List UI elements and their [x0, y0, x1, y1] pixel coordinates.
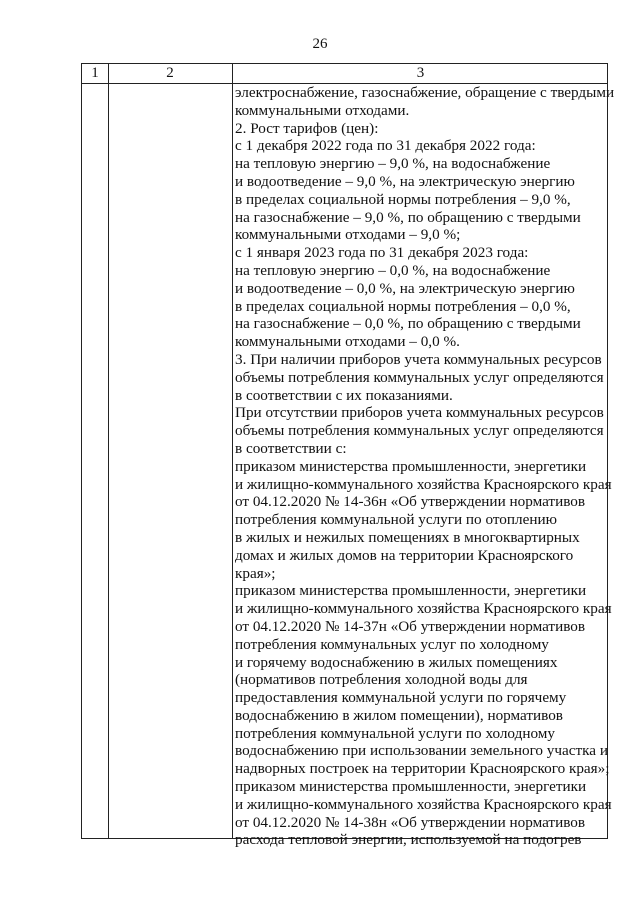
column-header-2: 2 — [166, 65, 174, 81]
text-line: от 04.12.2020 № 14-37н «Об утверждении нормативов — [235, 617, 586, 635]
text-line: электроснабжение, газоснабжение, обращение с твердыми — [235, 84, 615, 101]
page-number: 26 — [312, 36, 328, 52]
text-line: и жилищно-коммунального хозяйства Красноярского края — [235, 600, 612, 618]
text-line: с 1 января 2023 года по 31 декабря 2023 года: — [235, 244, 529, 262]
text-line: приказом министерства промышленности, энергетики — [235, 582, 587, 600]
text-line: на газоснабжение – 0,0 %, по обращению с твердыми — [235, 315, 581, 333]
text-line: домах и жилых домов на территории Красноярского — [235, 546, 574, 564]
text-line: с 1 декабря 2022 года по 31 декабря 2022 года: — [235, 137, 536, 155]
column-divider — [108, 64, 109, 838]
column-header-1: 1 — [91, 65, 99, 81]
text-line: в пределах социальной нормы потребления – 0,0 %, — [235, 297, 571, 315]
text-line: коммунальными отходами. — [235, 101, 410, 119]
text-line: на тепловую энергию – 9,0 %, на водоснабжение — [235, 155, 551, 173]
text-line: приказом министерства промышленности, энергетики — [235, 778, 587, 796]
text-line: коммунальными отходами – 0,0 %. — [235, 333, 460, 351]
text-line: предоставления коммунальной услуги по горячему — [235, 689, 567, 707]
text-line: от 04.12.2020 № 14-36н «Об утверждении нормативов — [235, 493, 586, 511]
text-line: в пределах социальной нормы потребления – 9,0 %, — [235, 190, 571, 208]
text-line: объемы потребления коммунальных услуг определяются — [235, 422, 604, 440]
text-line: и водоотведение – 9,0 %, на электрическую энергию — [235, 172, 575, 190]
text-line: 3. При наличии приборов учета коммунальных ресурсов — [235, 350, 602, 368]
text-line: потребления коммунальной услуги по отоплению — [235, 511, 557, 529]
text-line: При отсутствии приборов учета коммунальных ресурсов — [235, 404, 604, 422]
text-line: от 04.12.2020 № 14-38н «Об утверждении нормативов — [235, 813, 586, 831]
text-line: потребления коммунальных услуг по холодному — [235, 635, 549, 653]
text-line: и жилищно-коммунального хозяйства Красноярского края — [235, 795, 612, 813]
text-line: коммунальными отходами – 9,0 %; — [235, 226, 461, 244]
text-line: и водоотведение – 0,0 %, на электрическую энергию — [235, 279, 575, 297]
table-header-row — [82, 64, 607, 84]
text-line: в жилых и нежилых помещениях в многоквартирных — [235, 528, 580, 546]
text-line: и горячему водоснабжению в жилых помещениях — [235, 653, 558, 671]
text-line: в соответствии с: — [235, 439, 347, 457]
text-line: приказом министерства промышленности, энергетики — [235, 457, 587, 475]
column-3-text — [235, 84, 615, 849]
text-line: края»; — [235, 564, 276, 582]
text-line: водоснабжению в жилом помещении), нормативов — [235, 706, 563, 724]
text-line: 2. Рост тарифов (цен): — [235, 119, 379, 137]
column-divider — [232, 64, 233, 838]
text-line: в соответствии с их показаниями. — [235, 386, 453, 404]
text-line: на тепловую энергию – 0,0 %, на водоснабжение — [235, 261, 551, 279]
text-line: надворных построек на территории Красноярского края»; — [235, 760, 610, 778]
text-line: расхода тепловой энергии, используемой на подогрев — [235, 831, 582, 849]
document-table — [81, 63, 615, 849]
text-line: (нормативов потребления холодной воды для — [235, 671, 528, 689]
text-line: водоснабжению при использовании земельного участка и — [235, 742, 608, 760]
text-line: потребления коммунальной услуги по холодному — [235, 724, 555, 742]
column-header-3: 3 — [416, 65, 425, 81]
text-line: объемы потребления коммунальных услуг определяются — [235, 368, 604, 386]
text-line: и жилищно-коммунального хозяйства Красноярского края — [235, 475, 612, 493]
text-line: на газоснабжение – 9,0 %, по обращению с твердыми — [235, 208, 581, 226]
